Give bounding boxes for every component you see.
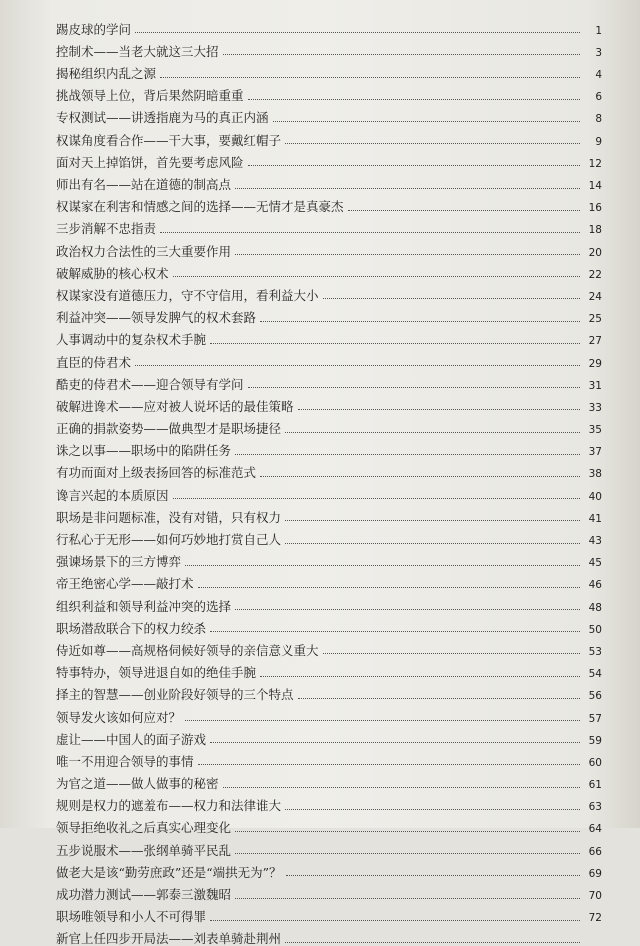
toc-entry-page-number: 18 [588,224,602,237]
toc-entry-page-number: 31 [588,379,602,392]
toc-entry-title: 控制术——当老大就这三大招 [56,43,219,59]
dot-leader [210,920,580,921]
toc-entry-page-number: 12 [588,157,602,170]
toc-entry [56,391,602,413]
toc-entry-page-number: 40 [588,490,602,503]
toc-entry-page-number: 29 [588,357,602,370]
toc-entry-title: 虚让——中国人的面子游戏 [56,731,207,747]
dot-leader [285,543,580,544]
toc-entry-page-number: 6 [595,91,602,104]
dot-leader [185,720,580,721]
dot-leader [235,454,580,455]
toc-entry-page-number: 56 [588,690,602,703]
dot-leader [248,99,580,100]
toc-entry-title: 直臣的侍君术 [56,354,132,370]
toc-entry-page-number: 4 [595,69,602,82]
dot-leader [348,210,580,211]
dot-leader [285,942,580,943]
toc-entry-title: 政治权力合法性的三大重要作用 [56,243,232,259]
toc-entry-page-number: 63 [588,801,602,814]
toc-entry-title: 成功潜力测试——郭泰三激魏昭 [56,887,232,902]
toc-entry-title: 侍近如尊——高规格伺候好领导的亲信意义重大 [56,642,319,658]
toc-entry-title: 领导拒绝收礼之后真实心理变化 [56,820,232,836]
toc-entry-page-number: 25 [588,313,602,326]
toc-entry [56,325,602,347]
dot-leader [235,853,580,854]
toc-entry [56,657,602,679]
toc-entry-title: 酷吏的侍君术——迎合领导有学问 [56,376,244,392]
dot-leader [285,143,580,144]
toc-entry-title: 组织利益和领导利益冲突的选择 [56,598,232,614]
dot-leader [198,764,580,765]
toc-entry [56,436,602,458]
toc-entry-title: 权谋角度看合作——干大事，要戴红帽子 [56,132,282,148]
dot-leader [198,587,580,588]
toc-entry [56,258,602,280]
dot-leader [323,298,580,299]
toc-entry-title: 三步消解不忠指责 [56,221,157,237]
dot-leader [135,32,580,33]
toc-entry-title: 破解威胁的核心权术 [56,265,169,281]
toc-entry-page-number: 14 [588,180,602,192]
dot-leader [235,609,580,610]
toc-entry-page-number: 41 [588,512,602,525]
toc-entry-page-number: 35 [588,424,602,437]
dot-leader [223,787,580,788]
toc-entry-page-number: 50 [588,623,602,636]
toc-entry-title: 诛之以事——职场中的陷阱任务 [56,443,232,459]
toc-entry-title: 破解进谗术——应对被人说坏话的最佳策略 [56,398,294,414]
toc-entry [56,635,602,657]
toc-entry-page-number: 54 [588,668,602,681]
toc-entry-title: 强谏场景下的三方博弈 [56,554,182,570]
toc-entry-title: 为官之道——做人做事的秘密 [56,776,219,792]
toc-entry-title: 职场潜敌联合下的权力绞杀 [56,620,207,636]
table-of-contents [56,14,602,946]
toc-entry-title: 权谋家没有道德压力，守不守信用，看利益大小 [56,287,319,303]
toc-entry [56,169,602,191]
toc-entry-title: 正确的捐款姿势——做典型才是职场捷径 [56,421,282,437]
toc-entry-title: 唯一不用迎合领导的事情 [56,753,194,769]
dot-leader [248,387,580,388]
toc-entry [56,214,602,236]
toc-entry [56,347,602,369]
toc-entry [56,14,602,36]
toc-entry-page-number: 61 [588,779,602,792]
dot-leader [185,565,580,566]
dot-leader [135,365,580,366]
toc-entry [56,280,602,302]
toc-entry-title: 领导发火该如何应对？ [56,709,182,725]
toc-entry-title: 做老大是该“勤劳庶政”还是“端拱无为”？ [56,864,282,880]
toc-entry [56,147,602,169]
toc-entry-title: 人事调动中的复杂权术手腕 [56,332,207,348]
toc-entry-page-number: 8 [595,113,602,126]
toc-entry-title: 帝王绝密心学——敲打术 [56,576,194,592]
toc-entry-title: 有功而面对上级表扬回答的标准范式 [56,465,257,481]
toc-entry-title: 职场唯领导和小人不可得罪 [56,909,207,925]
dot-leader [285,520,580,521]
dot-leader [173,276,580,277]
toc-entry [56,791,602,813]
toc-entry-page-number: 45 [588,557,602,570]
toc-entry-page-number: 70 [588,890,602,902]
toc-entry-page-number: 72 [588,912,602,925]
dot-leader [298,409,580,410]
toc-entry-page-number: 9 [595,135,602,148]
toc-entry-page-number: 3 [595,46,602,59]
toc-entry-page-number: 24 [588,290,602,303]
toc-entry [56,480,602,502]
toc-entry-title: 行私心于无形——如何巧妙地打赏自己人 [56,532,282,547]
toc-entry [56,125,602,147]
dot-leader [223,54,580,55]
toc-entry [56,369,602,391]
toc-entry-title: 职场是非问题标准，没有对错，只有权力 [56,509,282,525]
toc-entry [56,924,602,946]
toc-entry-page-number: 37 [588,446,602,459]
toc-entry [56,613,602,635]
dot-leader [260,321,580,322]
dot-leader [235,898,580,899]
toc-entry-page-number: 57 [588,712,602,725]
toc-entry [56,591,602,613]
toc-entry-page-number: 53 [588,645,602,658]
toc-entry [56,413,602,435]
toc-entry-page-number: 33 [588,401,602,414]
dot-leader [298,698,580,699]
toc-entry [56,835,602,857]
toc-entry [56,58,602,80]
dot-leader [210,343,580,344]
dot-leader [285,809,580,810]
toc-entry-title: 特事特办，领导进退自如的绝佳手腕 [56,665,257,681]
toc-entry-page-number: 1 [595,24,602,37]
toc-entry-page-number: 66 [588,845,602,858]
toc-entry [56,36,602,58]
toc-entry [56,768,602,790]
toc-entry [56,724,602,746]
dot-leader [260,676,580,677]
toc-entry-page-number: 16 [588,202,602,215]
dot-leader [235,188,580,189]
toc-entry-page-number: 22 [588,268,602,281]
toc-entry [56,103,602,125]
toc-entry-title: 规则是权力的遮羞布——权力和法律谁大 [56,798,282,814]
dot-leader [173,498,580,499]
toc-entry [56,746,602,768]
toc-entry [56,857,602,879]
toc-entry-page-number: 48 [588,601,602,614]
toc-entry [56,458,602,480]
dot-leader [210,742,580,743]
toc-entry [56,302,602,324]
toc-entry [56,502,602,524]
toc-entry-page-number: 27 [588,335,602,348]
toc-entry-page-number: 64 [588,823,602,836]
dot-leader [260,476,580,477]
toc-entry [56,524,602,546]
toc-entry [56,236,602,258]
toc-entry-title: 师出有名——站在道德的制高点 [56,177,232,192]
toc-entry [56,192,602,214]
toc-entry [56,569,602,591]
toc-entry-page-number: 43 [588,535,602,547]
dot-leader [235,254,580,255]
dot-leader [273,121,580,122]
toc-entry-page-number: 69 [588,867,602,880]
toc-entry [56,702,602,724]
toc-entry-title: 利益冲突——领导发脾气的权术套路 [56,310,257,326]
toc-entry-title: 谗言兴起的本质原因 [56,487,169,503]
toc-entry-title: 权谋家在利害和情感之间的选择——无情才是真豪杰 [56,199,344,215]
toc-entry [56,902,602,924]
toc-entry-page-number: 38 [588,468,602,481]
toc-entry-page-number: 59 [588,734,602,747]
dot-leader [160,232,580,233]
dot-leader [235,831,580,832]
toc-entry [56,680,602,702]
dot-leader [323,653,580,654]
toc-entry-title: 挑战领导上位，背后果然阴暗重重 [56,88,244,104]
toc-entry [56,879,602,901]
toc-entry-title: 面对天上掉馅饼，首先要考虑风险 [56,154,244,170]
toc-entry-title: 新官上任四步开局法——刘表单骑赴荆州 [56,931,282,946]
toc-entry-page-number: 46 [588,579,602,592]
dot-leader [286,875,580,876]
toc-entry-page-number: 60 [588,756,602,769]
dot-leader [160,77,580,78]
toc-entry-title: 择主的智慧——创业阶段好领导的三个特点 [56,687,294,703]
dot-leader [210,631,580,632]
toc-entry [56,81,602,103]
toc-entry [56,813,602,835]
dot-leader [285,432,580,433]
toc-entry-title: 五步说服术——张纲单骑平民乱 [56,842,232,858]
toc-entry-title: 专权测试——讲透指鹿为马的真正内涵 [56,110,269,126]
toc-entry [56,547,602,569]
toc-entry-page-number: 20 [588,246,602,259]
dot-leader [248,165,580,166]
toc-entry-title: 揭秘组织内乱之源 [56,66,157,82]
toc-entry-title: 踢皮球的学问 [56,21,132,37]
